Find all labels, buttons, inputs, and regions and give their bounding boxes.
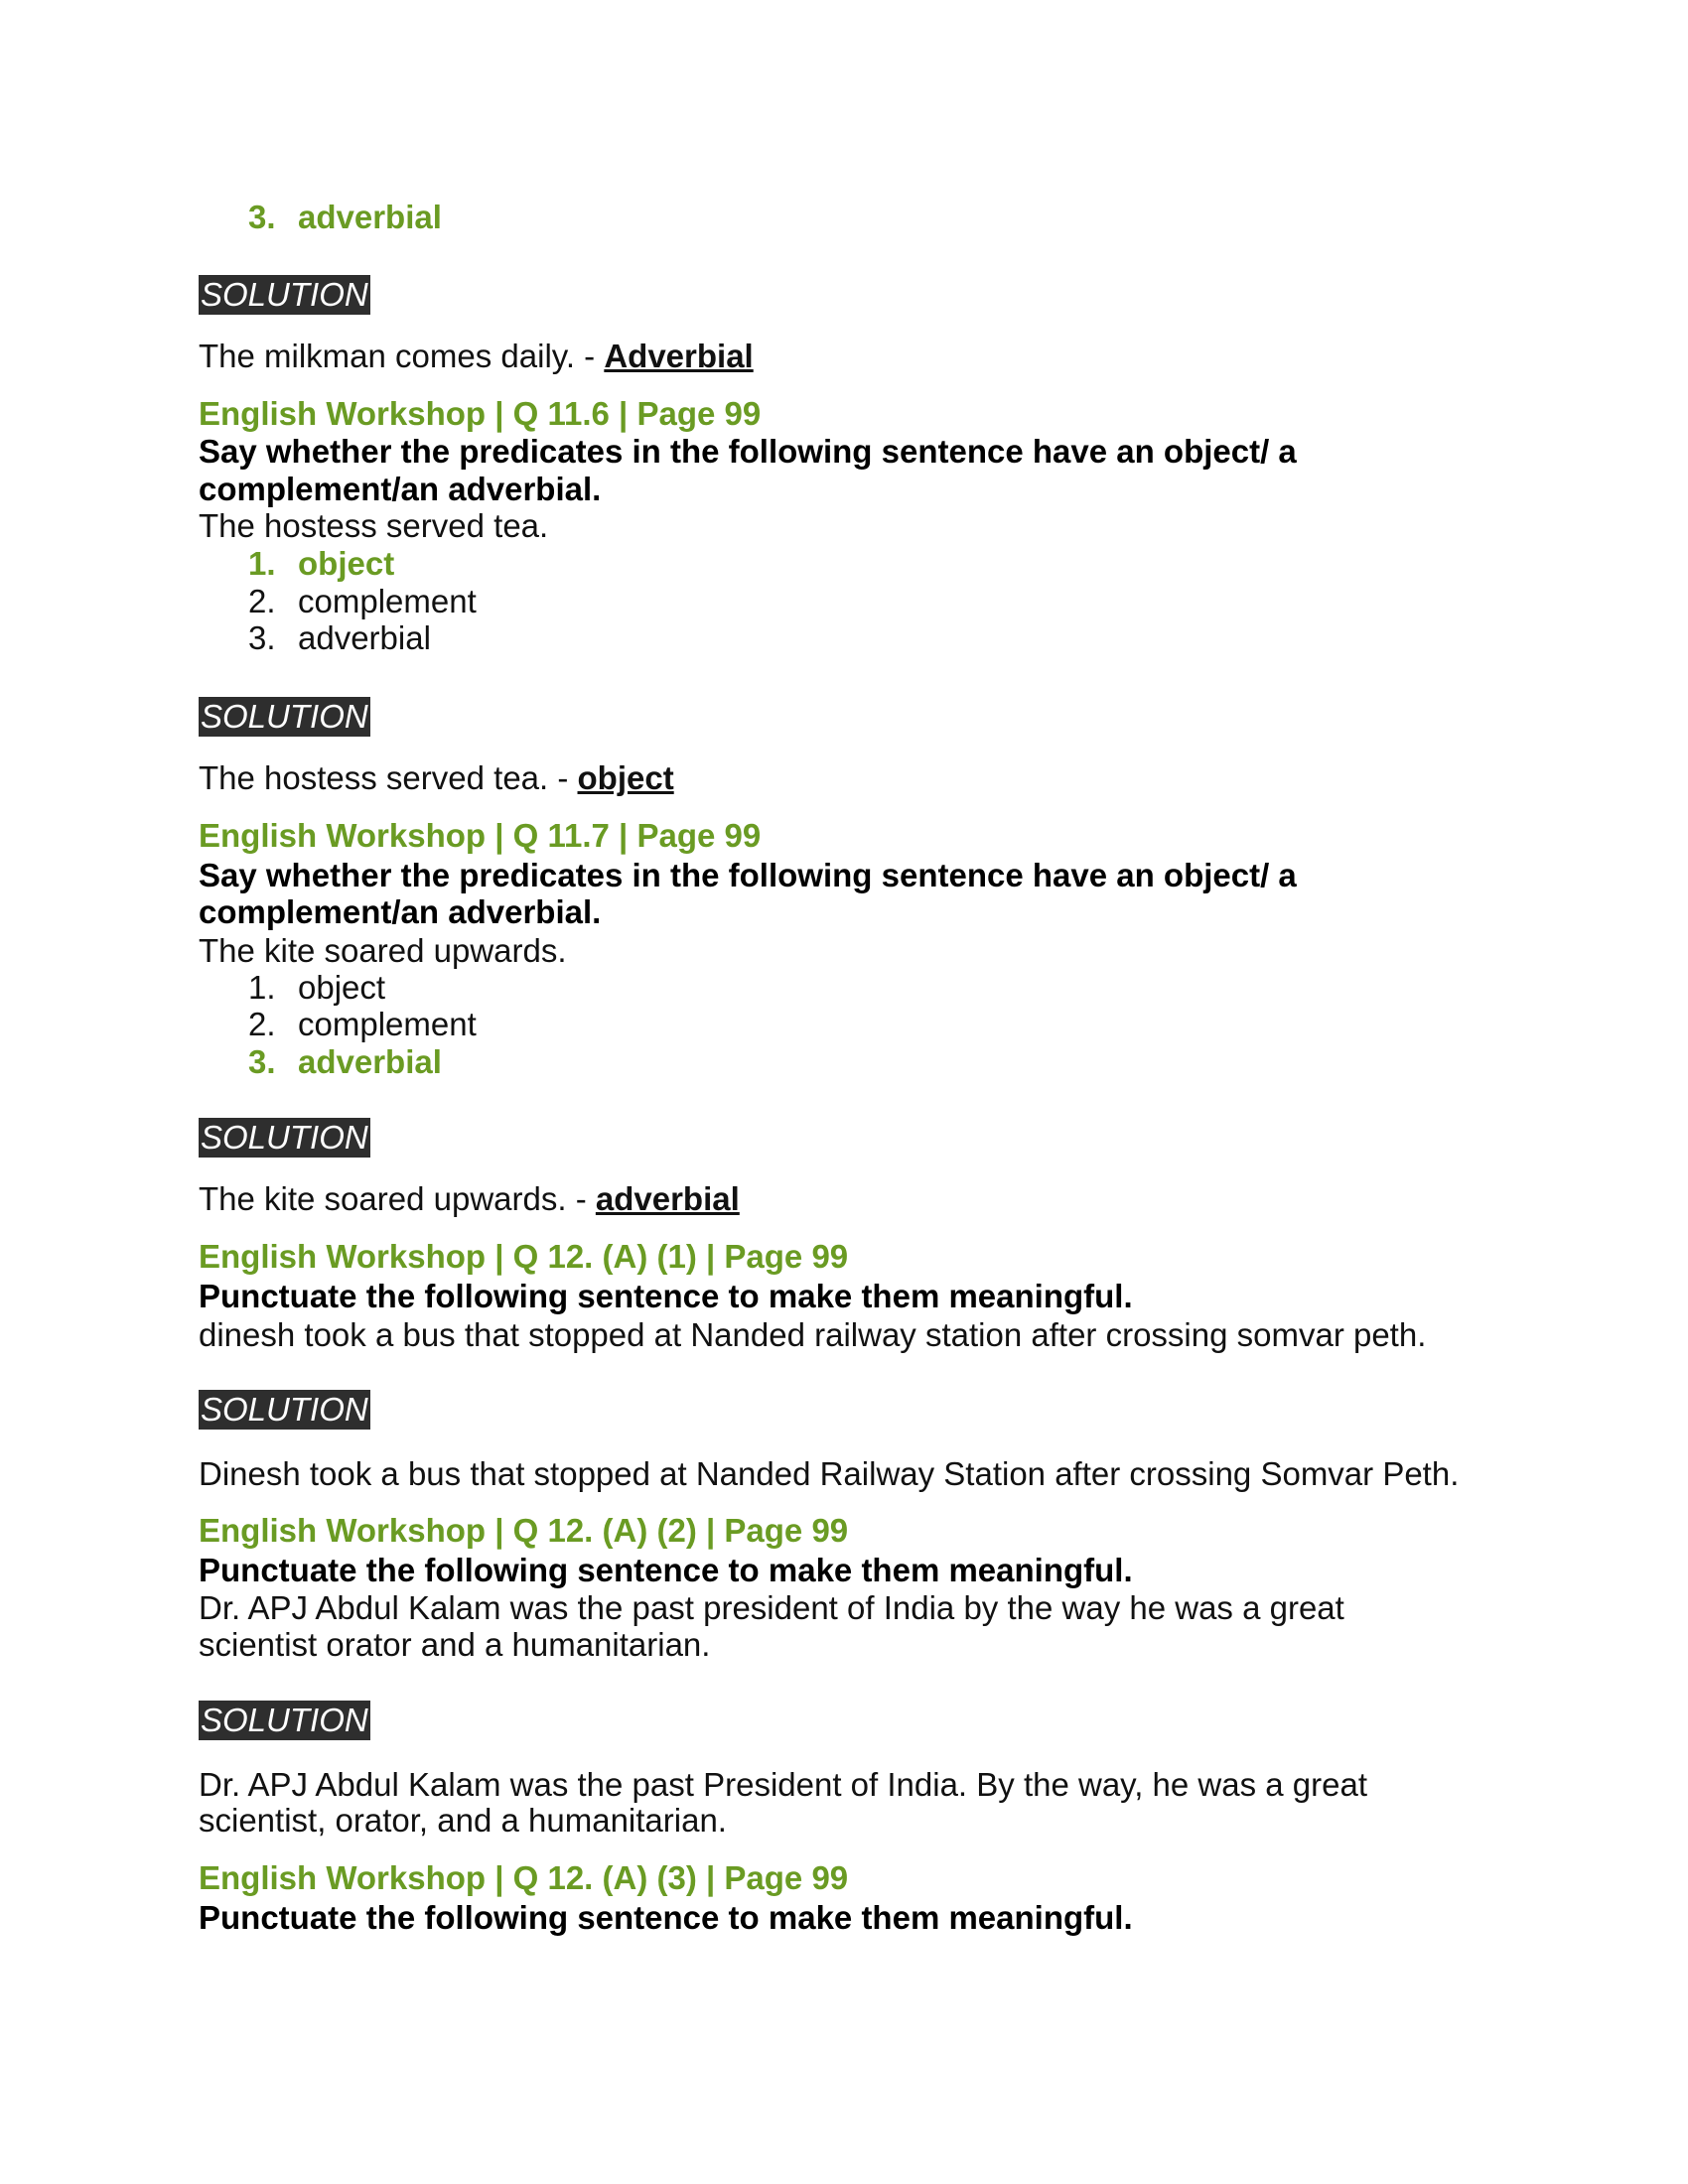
option: 2. complement xyxy=(248,1006,477,1042)
option-correct: 3. adverbial xyxy=(248,1043,442,1080)
question-sentence: Dr. APJ Abdul Kalam was the past president of India by the way he was a great xyxy=(199,1589,1344,1626)
question-text: Say whether the predicates in the following sentence have an object/ a xyxy=(199,433,1297,470)
option-correct: 3. adverbial xyxy=(248,199,442,235)
question-text: Punctuate the following sentence to make them meaningful. xyxy=(199,1278,1133,1314)
question-heading: English Workshop | Q 11.6 | Page 99 xyxy=(199,395,762,432)
solution-text: The milkman comes daily. - Adverbial xyxy=(199,338,754,374)
solution-badge: SOLUTION xyxy=(201,698,368,735)
question-text: Say whether the predicates in the following sentence have an object/ a xyxy=(199,857,1297,893)
solution-badge: SOLUTION xyxy=(201,276,368,313)
option-correct: 1. object xyxy=(248,545,395,582)
question-sentence: The kite soared upwards. xyxy=(199,932,567,969)
question-text: Punctuate the following sentence to make them meaningful. xyxy=(199,1552,1133,1588)
question-text: complement/an adverbial. xyxy=(199,471,602,507)
solution-text: scientist, orator, and a humanitarian. xyxy=(199,1802,727,1839)
solution-text: Dinesh took a bus that stopped at Nanded Railway Station after crossing Somvar Peth. xyxy=(199,1455,1460,1492)
option: 2. complement xyxy=(248,583,477,619)
option: 3. adverbial xyxy=(248,619,431,656)
solution-badge: SOLUTION xyxy=(201,1702,368,1738)
solution-text: Dr. APJ Abdul Kalam was the past President of India. By the way, he was a great xyxy=(199,1766,1368,1803)
question-heading: English Workshop | Q 11.7 | Page 99 xyxy=(199,817,762,854)
option: 1. object xyxy=(248,969,386,1006)
question-sentence: scientist orator and a humanitarian. xyxy=(199,1626,711,1663)
solution-text: The hostess served tea. - object xyxy=(199,759,674,796)
question-text: complement/an adverbial. xyxy=(199,893,602,930)
question-text: Punctuate the following sentence to make them meaningful. xyxy=(199,1899,1133,1936)
question-heading: English Workshop | Q 12. (A) (3) | Page 99 xyxy=(199,1859,849,1896)
question-sentence: dinesh took a bus that stopped at Nanded railway station after crossing somvar peth. xyxy=(199,1316,1427,1353)
question-heading: English Workshop | Q 12. (A) (1) | Page 99 xyxy=(199,1238,849,1275)
question-sentence: The hostess served tea. xyxy=(199,507,549,544)
solution-badge: SOLUTION xyxy=(201,1119,368,1156)
solution-text: The kite soared upwards. - adverbial xyxy=(199,1180,740,1217)
solution-badge: SOLUTION xyxy=(201,1391,368,1428)
question-heading: English Workshop | Q 12. (A) (2) | Page 99 xyxy=(199,1512,849,1549)
